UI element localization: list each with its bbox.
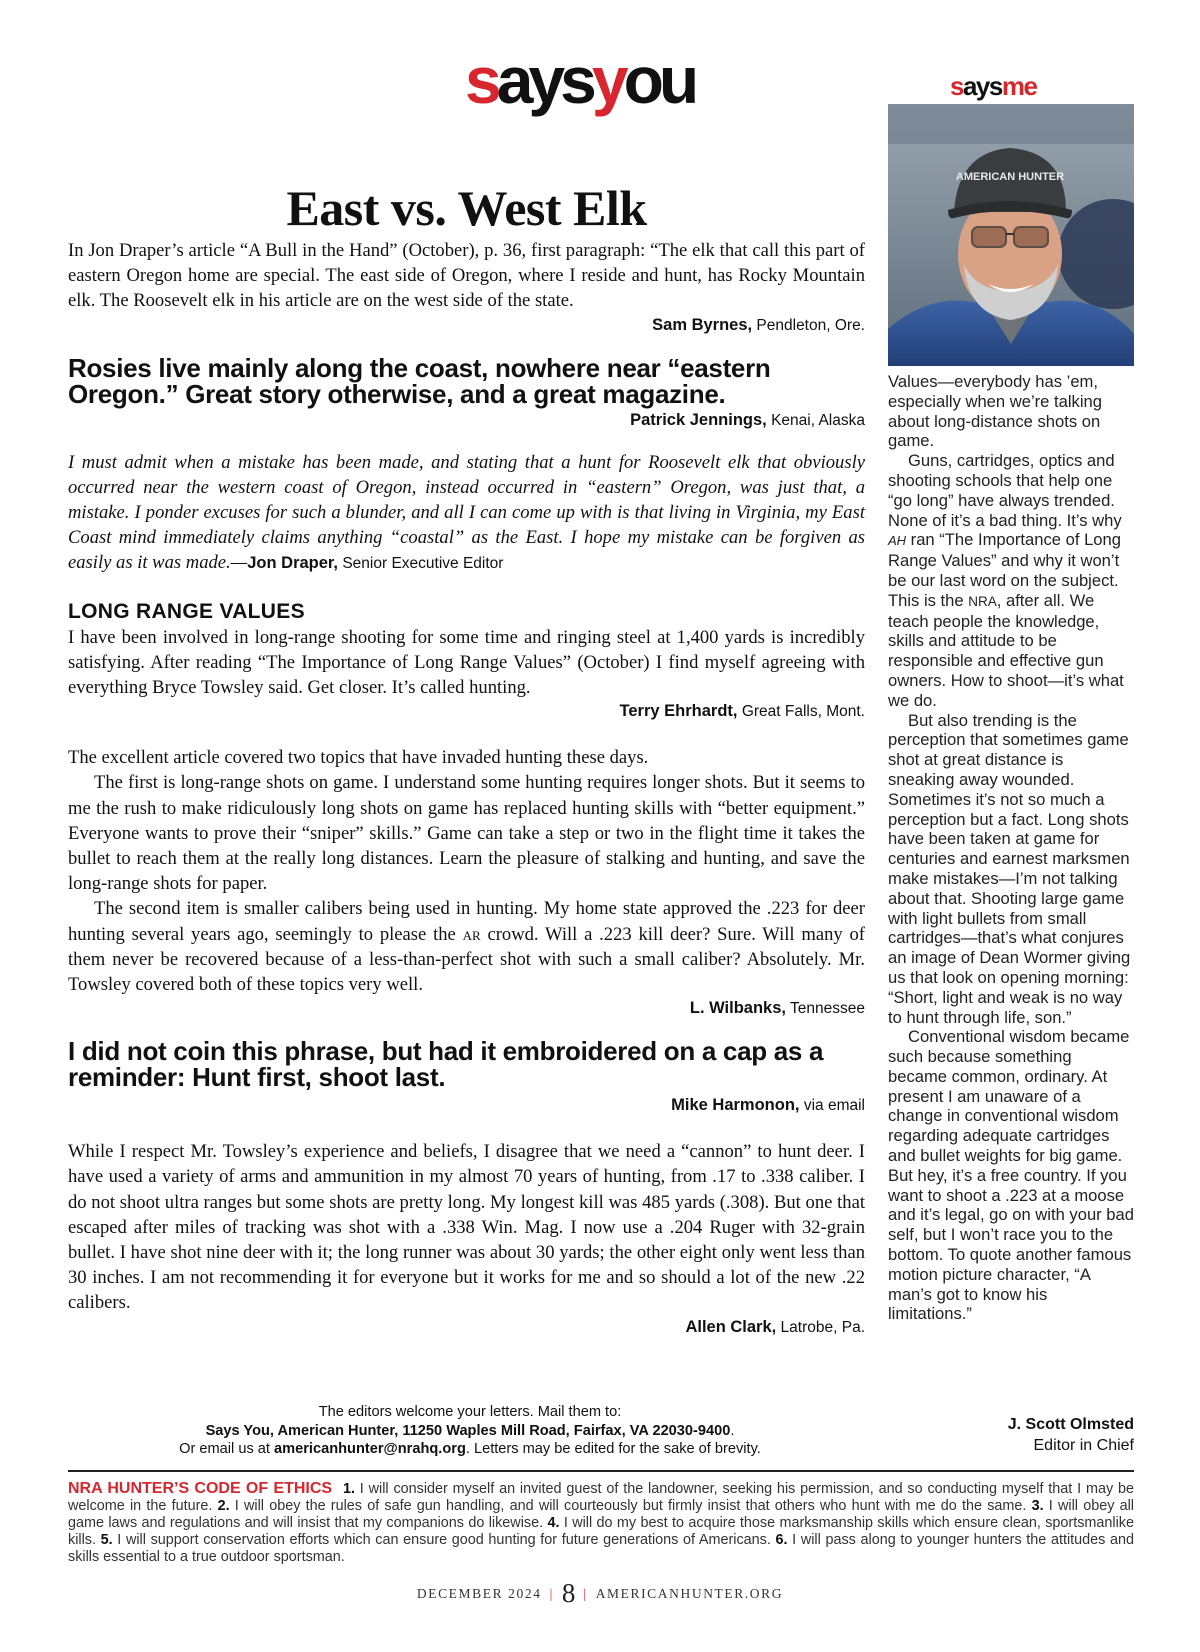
saysme-signature-name: J. Scott Olmsted — [1007, 1416, 1134, 1433]
letter-clark-body: While I respect Mr. Towsley’s experience and beliefs, I disagree that we need a “cannon” to hunt deer. I have used a variety of arms and ammunition in my almost 70 years of hunting, from .17 to .338 caliber. I do not shoot ultra ranges but some shots are pretty long. My longest kill was 485 yards (.308). But one that escaped after miles of tracking was shot with a .338 Win. Mag. I now use a .204 Ruger with 32-grain bullet. I have shot nine deer with it; the long runner was about 30 yards; the other eight only went less than 30 inches. I am not recommending it for everyone but it works for me and so should a lot of the new .22 calibers. — [68, 1141, 865, 1314]
ethics-item: I will pass along to younger hunters the attitudes and skills essential to a true outdoor sportsman. — [68, 1532, 1135, 1565]
page-number: 8 — [561, 1578, 576, 1608]
saysme-paragraph-2: Guns, cartridges, optics and shooting schools that help one “go long” have always trended. None of it’s a bad thing. It’s why AH ran “The Importance of Long Range Values” and why it won’t be our last word on the subject. This is the NRA, after all. We teach people the knowledge, skills and attitude to be responsible and effective gun owners. How to shoot—it’s what we do. — [888, 451, 1124, 710]
submission-line-1: The editors welcome your letters. Mail them to: — [318, 1404, 622, 1420]
saysme-paragraph-4: Conventional wisdom became such because something became common, ordinary. At present I am unaware of a change in conventional wisdom regarding adequate cartridges and bullet weights for big game. But hey, it’s a free country. If you want to shoot a .223 at a moose and it’s legal, go on with your bad self, but I won’t race you to the bottom. To quote another famous motion picture character, “A man’s got to know his limitations.” — [888, 1027, 1134, 1324]
saysme-column — [888, 372, 1134, 1324]
section-heading: LONG RANGE VALUES — [68, 599, 305, 623]
editor-portrait-image — [888, 104, 1134, 366]
editor-portrait — [888, 104, 1134, 366]
letter-byrnes-body: In Jon Draper’s article “A Bull in the Hand” (October), p. 36, first paragraph: “The elk that call this part of eastern Oregon home are special. The east side of Oregon, where I reside and hunt, has Rocky Mountain elk. The Roosevelt elk in his article are on the west side of the state. — [68, 240, 865, 312]
saysme-logo: saysme — [950, 71, 1037, 101]
ethics-item: I will obey all game laws and regulations and will insist that my companions do likewise. — [68, 1498, 1134, 1531]
website-url[interactable]: AMERICANHUNTER.ORG — [595, 1586, 784, 1601]
ethics-item: I will support conservation efforts which can ensure good hunting for future generations of Americans. — [112, 1532, 776, 1548]
masthead-logo: saysyou — [465, 43, 695, 117]
saysme-signature — [888, 1414, 1134, 1456]
cap-logo-text: AMERICAN HUNTER — [955, 171, 1065, 183]
letter-wilbanks-p1: The excellent article covered two topics that have invaded hunting these days. — [68, 747, 649, 769]
letter-ehrhardt-body: I have been involved in long-range shooting for some time and ringing steel at 1,400 yards is incredibly satisfying. After reading “The Importance of Long Range Values” (October) I find myself agreeing with everything Bryce Towsley said. Get closer. It’s called hunting. — [68, 626, 865, 699]
pull-quote-jennings: Rosies live mainly along the coast, nowhere near “eastern Oregon.” Great story otherwise, and a great magazine. — [68, 352, 771, 409]
pull-quote-jennings-signature: Patrick Jennings, Kenai, Alaska — [630, 410, 865, 429]
letter-wilbanks-signature: L. Wilbanks, Tennessee — [689, 999, 865, 1018]
pull-quote-harmonon-signature: Mike Harmonon, via email — [671, 1096, 865, 1115]
letters-column — [68, 238, 865, 1339]
divider-rule — [68, 1470, 1134, 1472]
letter-byrnes-signature: Sam Byrnes, Pendleton, Ore. — [652, 315, 865, 334]
hunters-code-of-ethics: NRA HUNTER’S CODE OF ETHICS 1. I will consider myself an invited guest of the landowner, seeking his permission, and so conducting myself that I may be welcome in the future. 2. I will obey the rules of safe gun handling, and will courteously but firmly insist that others who hunt with me do the same. 3. I will obey all game laws and regulations and will insist that my companions do likewise. 4. I will do my best to acquire those marksmanship skills which ensure clean, sportsmanlike kills. 5. I will support conservation efforts which can ensure good hunting for future generations of Americans. 6. I will pass along to younger hunters the attitudes and skills essential to a true outdoor sportsman. — [68, 1480, 1135, 1565]
article-title: East vs. West Elk — [286, 180, 647, 236]
letters-submission-note — [110, 1403, 830, 1459]
ethics-item: I will do my best to acquire those marksmanship skills which ensure clean, sportsmanlike kills. — [68, 1515, 1135, 1548]
submission-address: Says You, American Hunter, 11250 Waples Mill Road, Fairfax, VA 22030-9400. — [205, 1422, 735, 1439]
saysme-paragraph-1: Values—everybody has ’em, especially when we’re talking about long-distance shots on game. — [888, 372, 1102, 451]
page-footer: DECEMBER 2024 | 8 | AMERICANHUNTER.ORG — [416, 1578, 784, 1608]
ethics-item: I will obey the rules of safe gun handling, and will courteously but firmly insist that others who hunt with me do the same. — [229, 1498, 1032, 1514]
ethics-item: I will consider myself an invited guest of the landowner, seeking his permission, and so conducting myself that I may be welcome in the future. — [68, 1481, 1135, 1514]
ethics-heading: NRA HUNTER’S CODE OF ETHICS — [68, 1480, 333, 1497]
letter-wilbanks-p2: The first is long-range shots on game. I understand some hunting requires longer shots. But it seems to me the rush to make ridiculously long shots on game has replaced hunting skills with “better equipment.” Everyone wants to prove their “sniper” skills.” Game can take a step or two in the flight time it takes the bullet to reach them at the really long distances. Learn the pleasure of stalking and hunting, and save the long-range shots for paper. — [68, 772, 865, 895]
letter-ehrhardt-signature: Terry Ehrhardt, Great Falls, Mont. — [619, 702, 865, 721]
submission-email-line: Or email us at americanhunter@nrahq.org. Letters may be edited for the sake of brevity. — [179, 1441, 761, 1457]
submission-email-link[interactable]: americanhunter@nrahq.org — [274, 1441, 466, 1457]
saysme-signature-title: Editor in Chief — [1033, 1437, 1134, 1454]
letter-clark-signature: Allen Clark, Latrobe, Pa. — [685, 1317, 865, 1336]
issue-date: DECEMBER 2024 — [416, 1586, 542, 1601]
letter-wilbanks-p3: The second item is smaller calibers being used in hunting. My home state approved the .223 for deer hunting several years ago, seemingly to please the ar crowd. Will a .223 kill deer? Sure. Will many of them never be recovered because of a less-than-perfect shot with such a small caliber? Absolutely. Mr. Towsley covered both of these topics very well. — [68, 898, 865, 996]
pull-quote-harmonon: I did not coin this phrase, but had it embroidered on a cap as a reminder: Hunt first, shoot last. — [68, 1036, 824, 1093]
editor-reply: I must admit when a mistake has been made, and stating that a hunt for Roosevelt elk that obviously occurred near the western coast of Oregon, instead occurred in “eastern” Oregon, was just that, a mistake. I ponder excuses for such a blunder, and all I can come up with is that living in Virginia, my East Coast mind immediately claims anything “coastal” as the East. I hope my mistake can be forgiven as easily as it was made.—Jon Draper, Senior Executive Editor — [68, 451, 865, 574]
saysme-paragraph-3: But also trending is the perception that sometimes game shot at great distance is sneaking away wounded. Sometimes it’s not so much a perception but a fact. Long shots have been taken at game for centuries and earnest marksmen make mistakes—I’m not talking about that. Shooting large game with light bullets from small cartridges—that’s what conjures an image of Dean Wormer giving us that look on opening morning: “Short, light and weak is no way to hunt through life, son.” — [888, 710, 1131, 1027]
